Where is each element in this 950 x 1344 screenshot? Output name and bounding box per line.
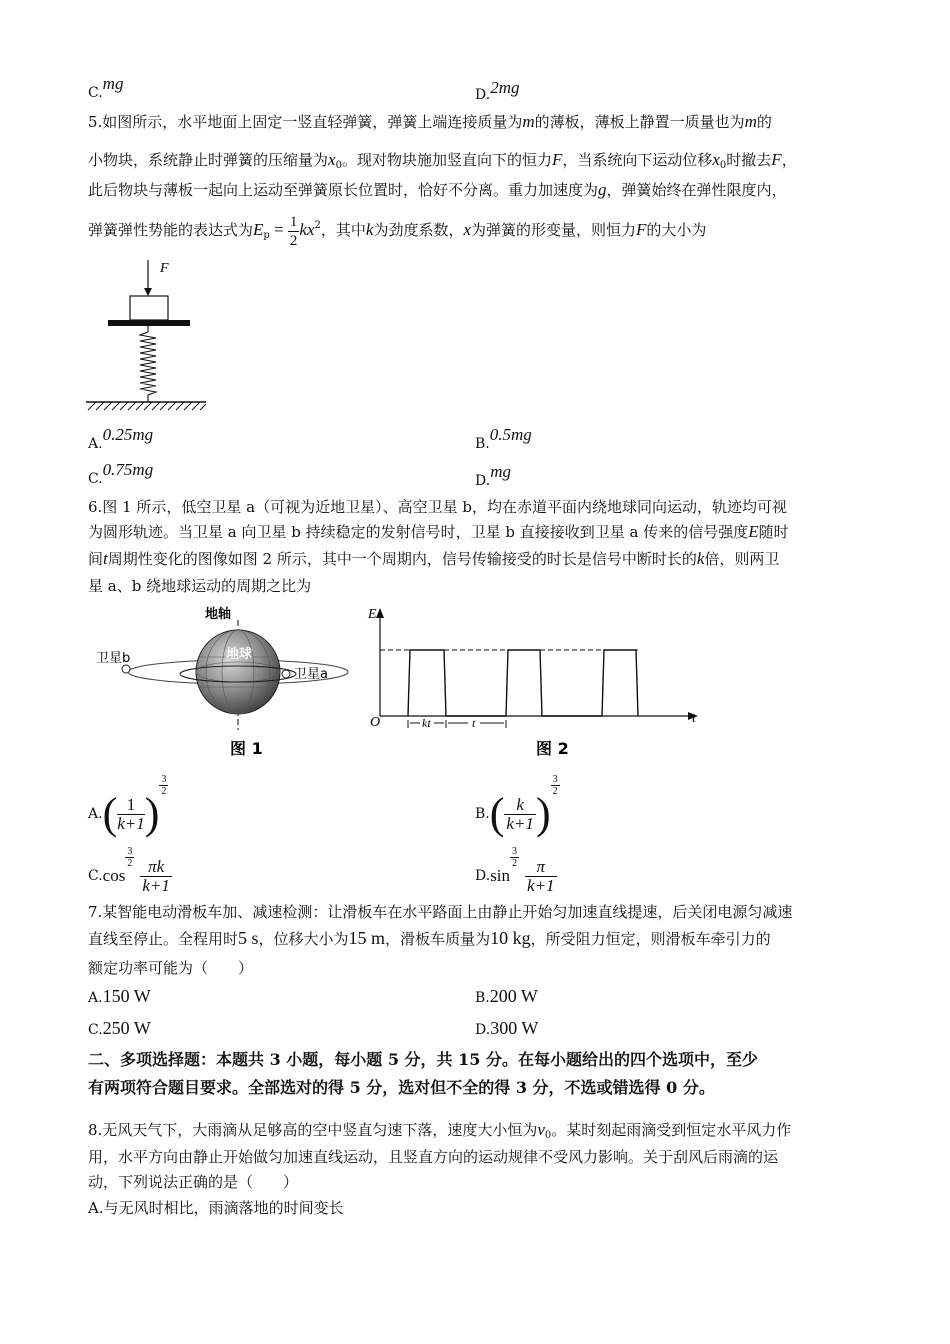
q5-line2 bbox=[88, 150, 797, 176]
numerator: 1 bbox=[289, 213, 298, 230]
text: 7.某智能电动滑板车加、减速检测：让滑板车在水平路面上由静止开始匀加速直线提速，后关闭电源匀减速 bbox=[88, 903, 793, 921]
text: = bbox=[269, 220, 288, 239]
var: g bbox=[598, 180, 607, 199]
option-letter: A. bbox=[88, 806, 103, 822]
q5-option-b bbox=[475, 425, 532, 452]
exponent bbox=[125, 846, 134, 869]
text: 时撤去 bbox=[726, 151, 772, 169]
text: 直线至停止。全程用时 bbox=[88, 930, 239, 948]
q6-line4 bbox=[88, 576, 311, 596]
q5-option-a bbox=[88, 425, 154, 452]
text: 此后物块与薄板一起向上运动至弹簧原长位置时，恰好不分离。重力加速度为 bbox=[88, 181, 599, 199]
q6-option-d bbox=[475, 846, 557, 896]
option-value: 0.25mg bbox=[102, 425, 154, 444]
subscript: 0 bbox=[544, 1130, 552, 1141]
right-paren: ) bbox=[535, 789, 551, 838]
q4-option-c bbox=[88, 74, 124, 102]
text: 弹簧弹性势能的表达式为 bbox=[88, 221, 254, 239]
text: 周期性变化的图像如图 2 所示，其中一个周期内，信号传输接受的时长是信号中断时长的 bbox=[107, 550, 697, 568]
satellite-b bbox=[122, 665, 130, 673]
option-value: 2mg bbox=[490, 78, 520, 97]
option-letter: D. bbox=[475, 87, 491, 103]
text: 动，下列说法正确的是（ ） bbox=[88, 1173, 299, 1191]
var: x bbox=[712, 150, 720, 169]
subscript: 0 bbox=[719, 160, 727, 171]
var: E bbox=[748, 522, 759, 541]
q8-line2 bbox=[88, 1147, 778, 1167]
section2-line1 bbox=[88, 1050, 758, 1070]
exp-numerator: 3 bbox=[161, 774, 167, 785]
text: 间 bbox=[88, 550, 104, 568]
plate bbox=[108, 320, 190, 326]
option-value: 0.5mg bbox=[489, 425, 532, 444]
denominator: k+1 bbox=[527, 875, 555, 895]
q8-option-a bbox=[88, 1198, 344, 1218]
text: ，当系统向下运动位移 bbox=[562, 151, 713, 169]
origin-label: O bbox=[370, 715, 381, 730]
numerator: k bbox=[504, 796, 536, 815]
var: F bbox=[771, 150, 782, 169]
exp-numerator: 3 bbox=[552, 774, 558, 785]
ground-hatch bbox=[88, 402, 206, 410]
option-value: 300 W bbox=[490, 1018, 539, 1038]
text: 随时 bbox=[758, 523, 789, 541]
option-letter: D. bbox=[475, 868, 491, 884]
block bbox=[130, 296, 168, 320]
superscript: 2 bbox=[314, 220, 321, 231]
text: ， bbox=[781, 151, 797, 169]
numerator: π bbox=[525, 858, 557, 877]
text: 6.图 1 所示，低空卫星 a（可视为近地卫星）、高空卫星 b，均在赤道平面内绕地球同向运动，轨迹均可视 bbox=[88, 498, 787, 516]
exponent bbox=[551, 774, 560, 797]
option-letter: D. bbox=[475, 473, 491, 489]
q5-line4 bbox=[88, 206, 706, 256]
option-letter: A. bbox=[88, 436, 103, 452]
option-fraction bbox=[525, 858, 557, 895]
function-name: cos bbox=[102, 866, 126, 885]
exp-denominator: 2 bbox=[512, 858, 518, 869]
kt-label: kt bbox=[422, 716, 431, 730]
value: 5 s bbox=[238, 928, 259, 948]
numerator: πk bbox=[140, 858, 172, 877]
text: ，其中 bbox=[320, 221, 366, 239]
option-letter: A. bbox=[88, 990, 103, 1006]
satellite-a-label: 卫星a bbox=[294, 667, 328, 682]
q7-line3 bbox=[88, 958, 253, 978]
option-value: 200 W bbox=[489, 986, 538, 1006]
left-paren: ( bbox=[489, 789, 505, 838]
value: 10 kg bbox=[490, 928, 531, 948]
q7-line2 bbox=[88, 928, 771, 949]
var: F bbox=[551, 150, 563, 169]
earth bbox=[196, 630, 280, 714]
denominator: k+1 bbox=[117, 813, 145, 833]
text: 的大小为 bbox=[646, 221, 707, 239]
option-letter: B. bbox=[475, 990, 490, 1006]
q5-line1 bbox=[88, 112, 772, 132]
option-letter: C. bbox=[88, 471, 103, 487]
q5-option-c bbox=[88, 460, 154, 487]
q7-line1 bbox=[88, 902, 792, 922]
satellite-a bbox=[282, 670, 290, 678]
q7-option-d bbox=[475, 1018, 538, 1039]
text: ，位移大小为 bbox=[258, 930, 349, 948]
text: 。某时刻起雨滴受到恒定水平风力作 bbox=[551, 1121, 792, 1139]
q6-line2 bbox=[88, 522, 789, 542]
q4-option-d bbox=[475, 78, 520, 103]
var: x bbox=[463, 220, 471, 239]
text: ，滑板车质量为 bbox=[385, 930, 491, 948]
function-name: sin bbox=[490, 866, 511, 885]
option-value: 250 W bbox=[102, 1018, 151, 1038]
var: x bbox=[328, 150, 336, 169]
q5-spring-figure bbox=[84, 256, 214, 416]
signal-curve bbox=[408, 650, 638, 716]
q8-line1 bbox=[88, 1120, 791, 1146]
subscript: p bbox=[263, 230, 270, 241]
right-paren: ) bbox=[144, 789, 160, 838]
var: E bbox=[253, 220, 264, 239]
force-label: F bbox=[160, 261, 169, 276]
option-letter: B. bbox=[475, 436, 490, 452]
exp-denominator: 2 bbox=[127, 858, 133, 869]
text: A.与无风时相比，雨滴落地的时间变长 bbox=[88, 1199, 344, 1217]
spring bbox=[140, 326, 156, 402]
option-value: mg bbox=[490, 462, 511, 481]
option-value: 0.75mg bbox=[102, 460, 154, 479]
figure1-caption: 图 1 bbox=[230, 739, 263, 758]
q6-option-c bbox=[88, 846, 172, 896]
q6-option-a bbox=[88, 774, 168, 838]
option-fraction bbox=[140, 858, 172, 895]
figure2-caption: 图 2 bbox=[536, 739, 569, 758]
text: 。现对物块施加竖直向下的恒力 bbox=[341, 151, 552, 169]
text: 倍，则两卫 bbox=[704, 550, 780, 568]
numerator: 1 bbox=[117, 796, 145, 815]
text: 有两项符合题目要求。全部选对的得 5 分，选对但不全的得 3 分，不选或错选得 0 分。 bbox=[88, 1078, 715, 1097]
option-letter: B. bbox=[475, 806, 490, 822]
var: kx bbox=[299, 220, 315, 239]
q8-line3 bbox=[88, 1172, 298, 1192]
left-paren: ( bbox=[102, 789, 118, 838]
q7-option-b bbox=[475, 986, 538, 1007]
text: 额定功率可能为（ ） bbox=[88, 959, 254, 977]
option-letter: C. bbox=[88, 1022, 103, 1038]
text: 的薄板，薄板上静置一质量也为 bbox=[534, 113, 745, 131]
satellite-b-label: 卫星b bbox=[96, 651, 131, 666]
option-fraction bbox=[504, 796, 536, 833]
option-letter: C. bbox=[88, 85, 103, 101]
text: 二、多项选择题：本题共 3 小题，每小题 5 分，共 15 分。在每小题给出的四个选项中，至少 bbox=[88, 1050, 758, 1069]
t-label: t bbox=[472, 716, 476, 730]
text: 为劲度系数， bbox=[373, 221, 464, 239]
exp-denominator: 2 bbox=[161, 786, 167, 797]
option-value: 150 W bbox=[102, 986, 151, 1006]
exponent bbox=[510, 846, 519, 869]
q7-option-c bbox=[88, 1018, 151, 1039]
var: k bbox=[696, 549, 705, 568]
y-axis-arrow bbox=[376, 608, 384, 618]
q5-line3 bbox=[88, 180, 787, 200]
q6-figure2 bbox=[362, 604, 712, 762]
exp-numerator: 3 bbox=[512, 846, 518, 857]
section2-line2 bbox=[88, 1078, 715, 1098]
option-value: mg bbox=[102, 74, 124, 93]
text: 小物块，系统静止时弹簧的压缩量为 bbox=[88, 151, 329, 169]
q6-figure1 bbox=[90, 602, 370, 762]
q6-line1 bbox=[88, 497, 787, 517]
q6-option-b bbox=[475, 774, 560, 838]
exponent bbox=[159, 774, 168, 797]
q7-option-a bbox=[88, 986, 151, 1007]
var: m bbox=[744, 112, 757, 131]
text: 为圆形轨迹。当卫星 a 向卫星 b 持续稳定的发射信号时，卫星 b 直接接收到卫星 a 传来的信号强度 bbox=[88, 523, 749, 541]
option-fraction bbox=[117, 796, 145, 833]
value: 15 m bbox=[348, 928, 386, 948]
half-fraction bbox=[288, 213, 300, 250]
var: k bbox=[365, 220, 374, 239]
text: 8.无风天气下，大雨滴从足够高的空中竖直匀速下落，速度大小恒为 bbox=[88, 1121, 538, 1139]
earth-label: 地球 bbox=[226, 647, 253, 662]
option-letter: D. bbox=[475, 1022, 491, 1038]
q5-option-d bbox=[475, 462, 511, 489]
subscript: 0 bbox=[335, 160, 342, 171]
denominator: 2 bbox=[289, 232, 298, 249]
x-axis-label: t bbox=[692, 711, 696, 726]
denominator: k+1 bbox=[142, 875, 170, 895]
option-letter: C. bbox=[88, 868, 103, 884]
q6-line3 bbox=[88, 549, 779, 569]
text: 星 a、b 绕地球运动的周期之比为 bbox=[88, 577, 312, 595]
text: 用，水平方向由静止开始做匀加速直线运动，且竖直方向的运动规律不受风力影响。关于刮风后雨滴的运 bbox=[88, 1148, 779, 1166]
axis-label: 地轴 bbox=[205, 607, 232, 622]
force-arrow-head bbox=[144, 288, 152, 296]
text: 为弹簧的形变量，则恒力 bbox=[471, 221, 637, 239]
var: F bbox=[636, 220, 647, 239]
var: m bbox=[522, 112, 535, 131]
var: t bbox=[103, 549, 108, 568]
text: 的 bbox=[756, 113, 772, 131]
y-axis-label: E bbox=[368, 607, 377, 622]
exp-denominator: 2 bbox=[552, 786, 558, 797]
var: v bbox=[537, 1120, 545, 1139]
text: ，弹簧始终在弹性限度内， bbox=[606, 181, 787, 199]
text: ，所受阻力恒定，则滑板车牵引力的 bbox=[530, 930, 771, 948]
exp-numerator: 3 bbox=[127, 846, 133, 857]
text: 5.如图所示，水平地面上固定一竖直轻弹簧，弹簧上端连接质量为 bbox=[88, 113, 523, 131]
denominator: k+1 bbox=[506, 813, 534, 833]
